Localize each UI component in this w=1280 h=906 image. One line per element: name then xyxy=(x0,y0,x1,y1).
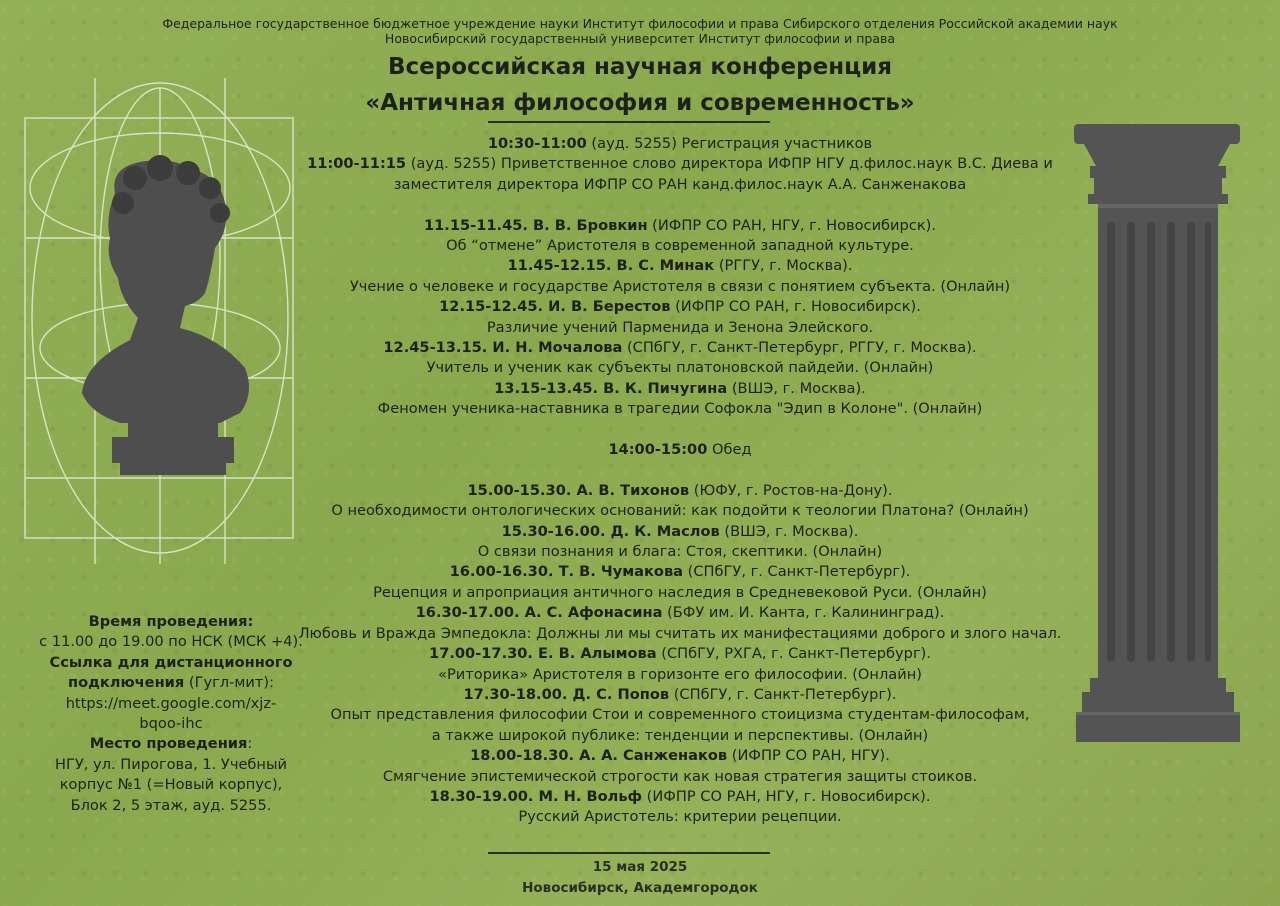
divider-bottom xyxy=(488,852,770,854)
talk-topic: «Риторика» Аристотеля в горизонте его философии. (Онлайн) xyxy=(438,665,922,683)
talk-topic: О необходимости онтологических оснований: как подойти к теологии Платона? (Онлайн) xyxy=(331,502,1029,520)
divider-top xyxy=(488,121,770,123)
event-date: 15 мая 2025 xyxy=(592,859,688,875)
institution-line-2: Новосибирский государственный университет Институт философии и права xyxy=(384,31,896,46)
talk-topic: Опыт представления философии Стои и современного стоицизма студентам-философам, xyxy=(330,706,1030,724)
conference-title-line-2: «Античная философия и современность» xyxy=(365,90,915,116)
time-label: Время проведения: xyxy=(88,613,254,630)
talk-slot: 15.30-16.00. Д. К. Маслов (ВШЭ, г. Москва). xyxy=(501,522,859,540)
column-illustration xyxy=(1068,122,1248,746)
talk-topic: Учение о человеке и государстве Аристотеля в связи с понятием субъекта. (Онлайн) xyxy=(349,277,1011,295)
link-label-cont: подключения (Гугл-мит): xyxy=(67,674,275,692)
meeting-link[interactable]: https://meet.google.com/xjz-bqoo-ihc xyxy=(65,694,277,733)
talk-slot: 16.30-17.00. А. С. Афонасина (БФУ им. И. Канта, г. Калининград). xyxy=(415,604,945,622)
place-value: НГУ, ул. Пирогова, 1. Учебный корпус №1 (=Новый корпус), Блок 2, 5 этаж, ауд. 5255. xyxy=(55,755,287,814)
event-info xyxy=(30,612,312,816)
talk-topic: Об “отмене” Аристотеля в современной западной культуре. xyxy=(446,237,914,255)
talk-topic: Феномен ученика-наставника в трагедии Софокла "Эдип в Колоне". (Онлайн) xyxy=(377,400,983,418)
talk-slot: 13.15-13.45. В. К. Пичугина (ВШЭ, г. Москва). xyxy=(494,379,866,397)
talk-topic: Любовь и Вражда Эмпедокла: Должны ли мы считать их манифестациями доброго и злого начал. xyxy=(298,624,1062,642)
talk-slot: 11.45-12.15. В. С. Минак (РГГУ, г. Москва). xyxy=(507,257,853,275)
talk-slot: 11.15-11.45. В. В. Бровкин (ИФПР СО РАН, НГУ, г. Новосибирск). xyxy=(424,216,936,234)
conference-title-line-1: Всероссийская научная конференция xyxy=(387,54,893,80)
program-welcome: 11:00-11:15 (ауд. 5255) Приветственное слово директора ИФПР НГУ д.филос.наук В.С. Диева и xyxy=(307,155,1053,173)
program-welcome-cont: заместителя директора ИФПР СО РАН канд.филос.наук А.А. Санженакова xyxy=(393,175,967,193)
event-location: Новосибирск, Академгородок xyxy=(522,880,758,896)
talk-slot: 17.30-18.00. Д. С. Попов (СПбГУ, г. Санкт-Петербург). xyxy=(463,685,897,703)
talk-topic: Рецепция и апроприация античного наследия в Средневековой Руси. (Онлайн) xyxy=(373,583,987,601)
talk-topic: О связи познания и блага: Стоя, скептики. (Онлайн) xyxy=(477,543,883,561)
program xyxy=(290,134,1070,828)
talk-slot: 18.30-19.00. М. Н. Вольф (ИФПР СО РАН, НГУ, г. Новосибирск). xyxy=(429,787,931,805)
place-label: Место проведения: xyxy=(89,735,253,753)
bust-illustration xyxy=(20,78,310,564)
talk-topic: Различие учений Парменида и Зенона Элейского. xyxy=(486,318,874,336)
talk-slot: 12.45-13.15. И. Н. Мочалова (СПбГУ, г. Санкт-Петербург, РГГУ, г. Москва). xyxy=(383,339,977,357)
talk-slot: 18.00-18.30. А. А. Санженаков (ИФПР СО РАН, НГУ). xyxy=(470,747,890,765)
talk-slot: 15.00-15.30. А. В. Тихонов (ЮФУ, г. Ростов-на-Дону). xyxy=(467,481,893,499)
institution-line-1: Федеральное государственное бюджетное учреждение науки Институт философии и права Сибирского отделения Российской академии наук xyxy=(162,16,1118,31)
talk-topic: Учитель и ученик как субъекты платоновской пайдейи. (Онлайн) xyxy=(426,359,934,377)
talk-slot: 17.00-17.30. Е. В. Алымова (СПбГУ, РХГА, г. Санкт-Петербург). xyxy=(429,645,931,663)
talk-topic: Смягчение эпистемической строгости как новая стратегия защиты стоиков. xyxy=(382,767,978,785)
talk-slot: 12.15-12.45. И. В. Берестов (ИФПР СО РАН, г. Новосибирск). xyxy=(439,298,921,316)
link-label: Ссылка для дистанционного xyxy=(49,653,293,671)
header xyxy=(0,16,1280,118)
time-value: с 11.00 до 19.00 по НСК (МСК +4). xyxy=(39,633,303,651)
talk-slot: 16.00-16.30. Т. В. Чумакова (СПбГУ, г. Санкт-Петербург). xyxy=(449,563,911,581)
talk-topic: Русский Аристотель: критерии рецепции. xyxy=(518,808,842,826)
talk-topic-cont: а также широкой публике: тенденции и перспективы. (Онлайн) xyxy=(431,726,929,744)
program-lunch: 14:00-15:00 Обед xyxy=(608,441,752,459)
program-registration: 10:30-11:00 (ауд. 5255) Регистрация участников xyxy=(487,135,873,152)
